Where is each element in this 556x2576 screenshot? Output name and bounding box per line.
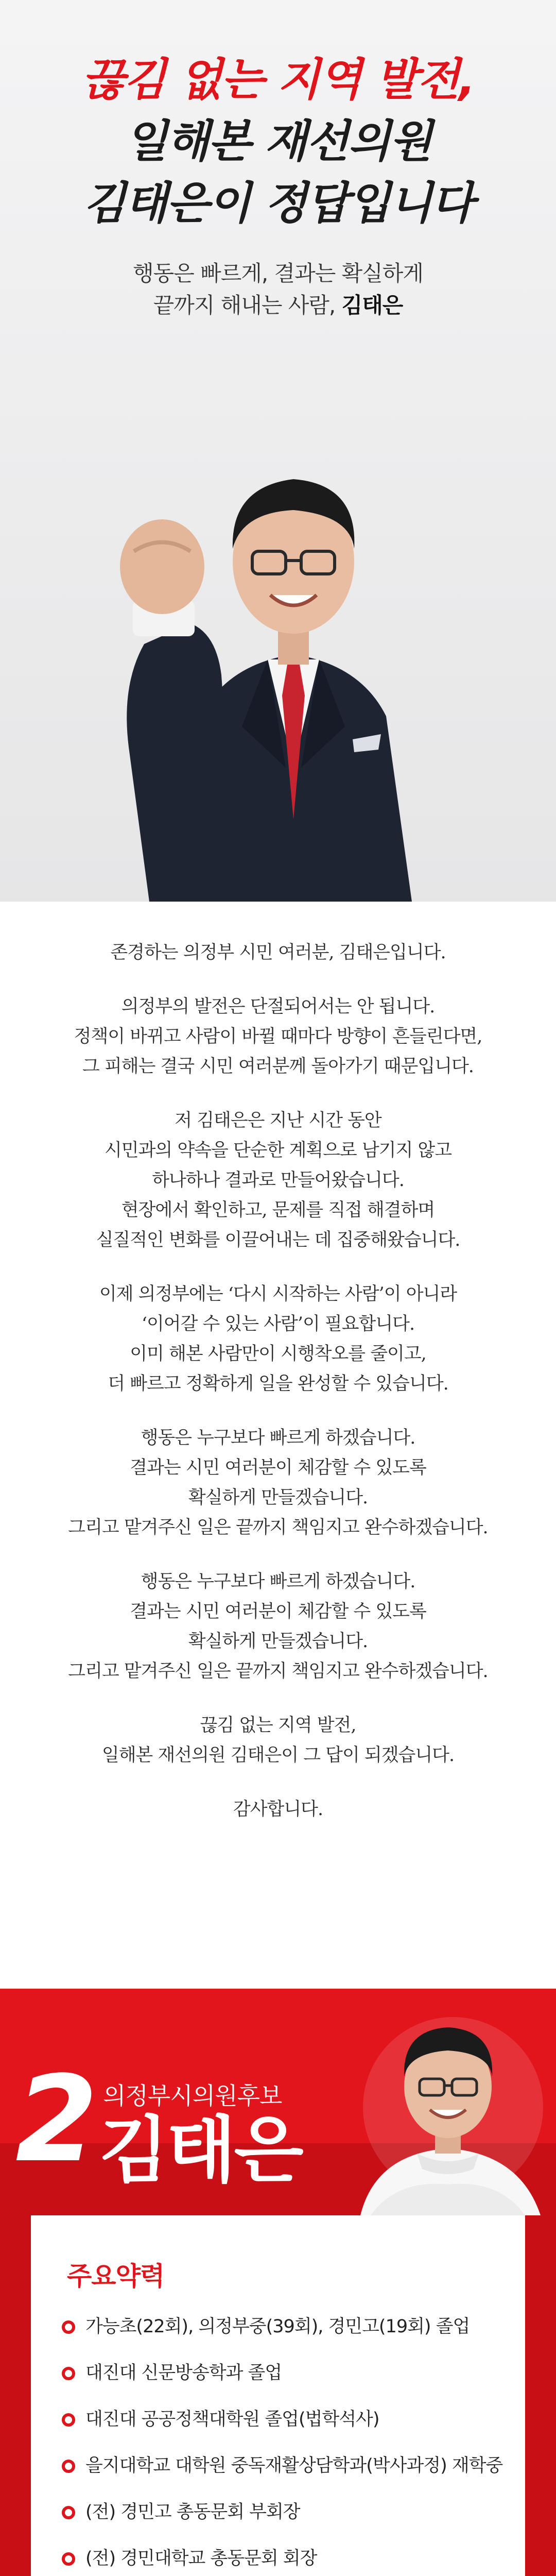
hero-section [0, 0, 556, 902]
letter-line: 하나하나 결과로 만들어왔습니다. [152, 1170, 404, 1191]
letter-line: 끊김 없는 지역 발전, [200, 1715, 356, 1736]
letter-paragraph [0, 992, 556, 1081]
bullet-circle-icon [62, 2552, 75, 2566]
letter-paragraph [0, 938, 556, 968]
subcopy-name: 김태은 [341, 293, 403, 318]
headline-line: 일해본 재선의원 [125, 116, 431, 167]
letter-paragraph [0, 1279, 556, 1399]
letter-line: 그리고 맡겨주신 일은 끝까지 책임지고 완수하겠습니다. [68, 1661, 488, 1682]
candidate-role: 의정부시의원후보 [103, 2082, 282, 2110]
career-item-text: 을지대학교 대학원 중독재활상담학과(박사과정) 재학중 [85, 2455, 503, 2476]
letter-line: 더 빠르고 정확하게 일을 완성할 수 있습니다. [108, 1374, 448, 1394]
letter-paragraph [0, 1567, 556, 1686]
career-list [62, 2313, 515, 2576]
subcopy-prefix: 끝까지 해내는 사람, [153, 293, 336, 318]
letter-line: 결과는 시민 여러분이 체감할 수 있도록 [130, 1601, 426, 1622]
career-section [0, 2215, 556, 2576]
bullet-circle-icon [62, 2320, 75, 2334]
bullet-circle-icon [62, 2367, 75, 2380]
letter-line: 감사합니다. [233, 1799, 323, 1820]
career-item [62, 2499, 515, 2526]
letter-line: 시민과의 약속을 단순한 계획으로 남기지 않고 [104, 1140, 452, 1161]
letter-line: 행동은 누구보다 빠르게 하겠습니다. [141, 1428, 415, 1448]
letter-section [0, 902, 556, 1989]
letter-line: 현장에서 확인하고, 문제를 직접 해결하며 [121, 1200, 435, 1221]
career-item [62, 2406, 515, 2433]
letter-line: 결과는 시민 여러분이 체감할 수 있도록 [130, 1458, 426, 1478]
letter-line: 이제 의정부에는 ‘다시 시작하는 사람’이 아니라 [99, 1284, 457, 1304]
hero-subcopy [0, 258, 556, 321]
career-title: 주요약력 [67, 2261, 165, 2291]
headline-line: 김태은이 정답입니다 [83, 178, 473, 229]
career-item-text: (전) 경민고 총동문회 부회장 [85, 2502, 300, 2522]
letter-line: 존경하는 의정부 시민 여러분, 김태은입니다. [110, 942, 446, 963]
letter-line: 확실하게 만들겠습니다. [188, 1631, 368, 1652]
career-item [62, 2452, 515, 2479]
letter-line: 그리고 맡겨주신 일은 끝까지 책임지고 완수하겠습니다. [68, 1517, 488, 1538]
letter-line: 확실하게 만들겠습니다. [188, 1487, 368, 1508]
letter-line: 정책이 바뀌고 사람이 바뀔 때마다 방향이 흔들린다면, [74, 1026, 482, 1047]
letter-paragraph [0, 1710, 556, 1770]
candidate-number: 2 [15, 2051, 98, 2189]
career-item-text: 대진대 신문방송학과 졸업 [85, 2363, 282, 2383]
letter-body [0, 938, 556, 1849]
candidate-banner [0, 1989, 556, 2215]
letter-paragraph [0, 1794, 556, 1824]
letter-line: 의정부의 발전은 단절되어서는 안 됩니다. [121, 996, 435, 1017]
letter-paragraph [0, 1106, 556, 1255]
letter-line: 그 피해는 결국 시민 여러분께 돌아가기 때문입니다. [82, 1056, 474, 1077]
candidate-portrait [340, 1999, 556, 2215]
letter-line: 실질적인 변화를 이끌어내는 데 집중해왔습니다. [96, 1230, 460, 1250]
letter-paragraph [0, 1423, 556, 1543]
bullet-circle-icon [62, 2413, 75, 2427]
hero-headline [0, 49, 556, 234]
bullet-circle-icon [62, 2506, 75, 2519]
letter-line: ‘이어갈 수 있는 사람’이 필요합니다. [141, 1314, 415, 1334]
career-item-text: 가능초(22회), 의정부중(39회), 경민고(19회) 졸업 [85, 2316, 470, 2337]
career-item [62, 2313, 515, 2340]
career-item [62, 2545, 515, 2572]
headline-line: 끊김 없는 지역 발전, [81, 54, 475, 106]
subcopy-line: 행동은 빠르게, 결과는 확실하게 [133, 261, 423, 286]
letter-line: 행동은 누구보다 빠르게 하겠습니다. [141, 1571, 415, 1592]
candidate-photo [72, 355, 484, 902]
career-item-text: (전) 경민대학교 총동문회 회장 [85, 2548, 317, 2569]
career-card [31, 2215, 525, 2576]
bullet-circle-icon [62, 2460, 75, 2473]
career-item [62, 2360, 515, 2386]
letter-line: 저 김태은은 지난 시간 동안 [175, 1110, 381, 1131]
letter-line: 이미 해본 사람만이 시행착오를 줄이고, [130, 1344, 426, 1364]
career-item-text: 대진대 공공정책대학원 졸업(법학석사) [85, 2409, 379, 2430]
subcopy-line [0, 290, 556, 321]
candidate-name: 김태은 [99, 2109, 302, 2193]
letter-line: 일해본 재선의원 김태은이 그 답이 되겠습니다. [101, 1745, 455, 1766]
